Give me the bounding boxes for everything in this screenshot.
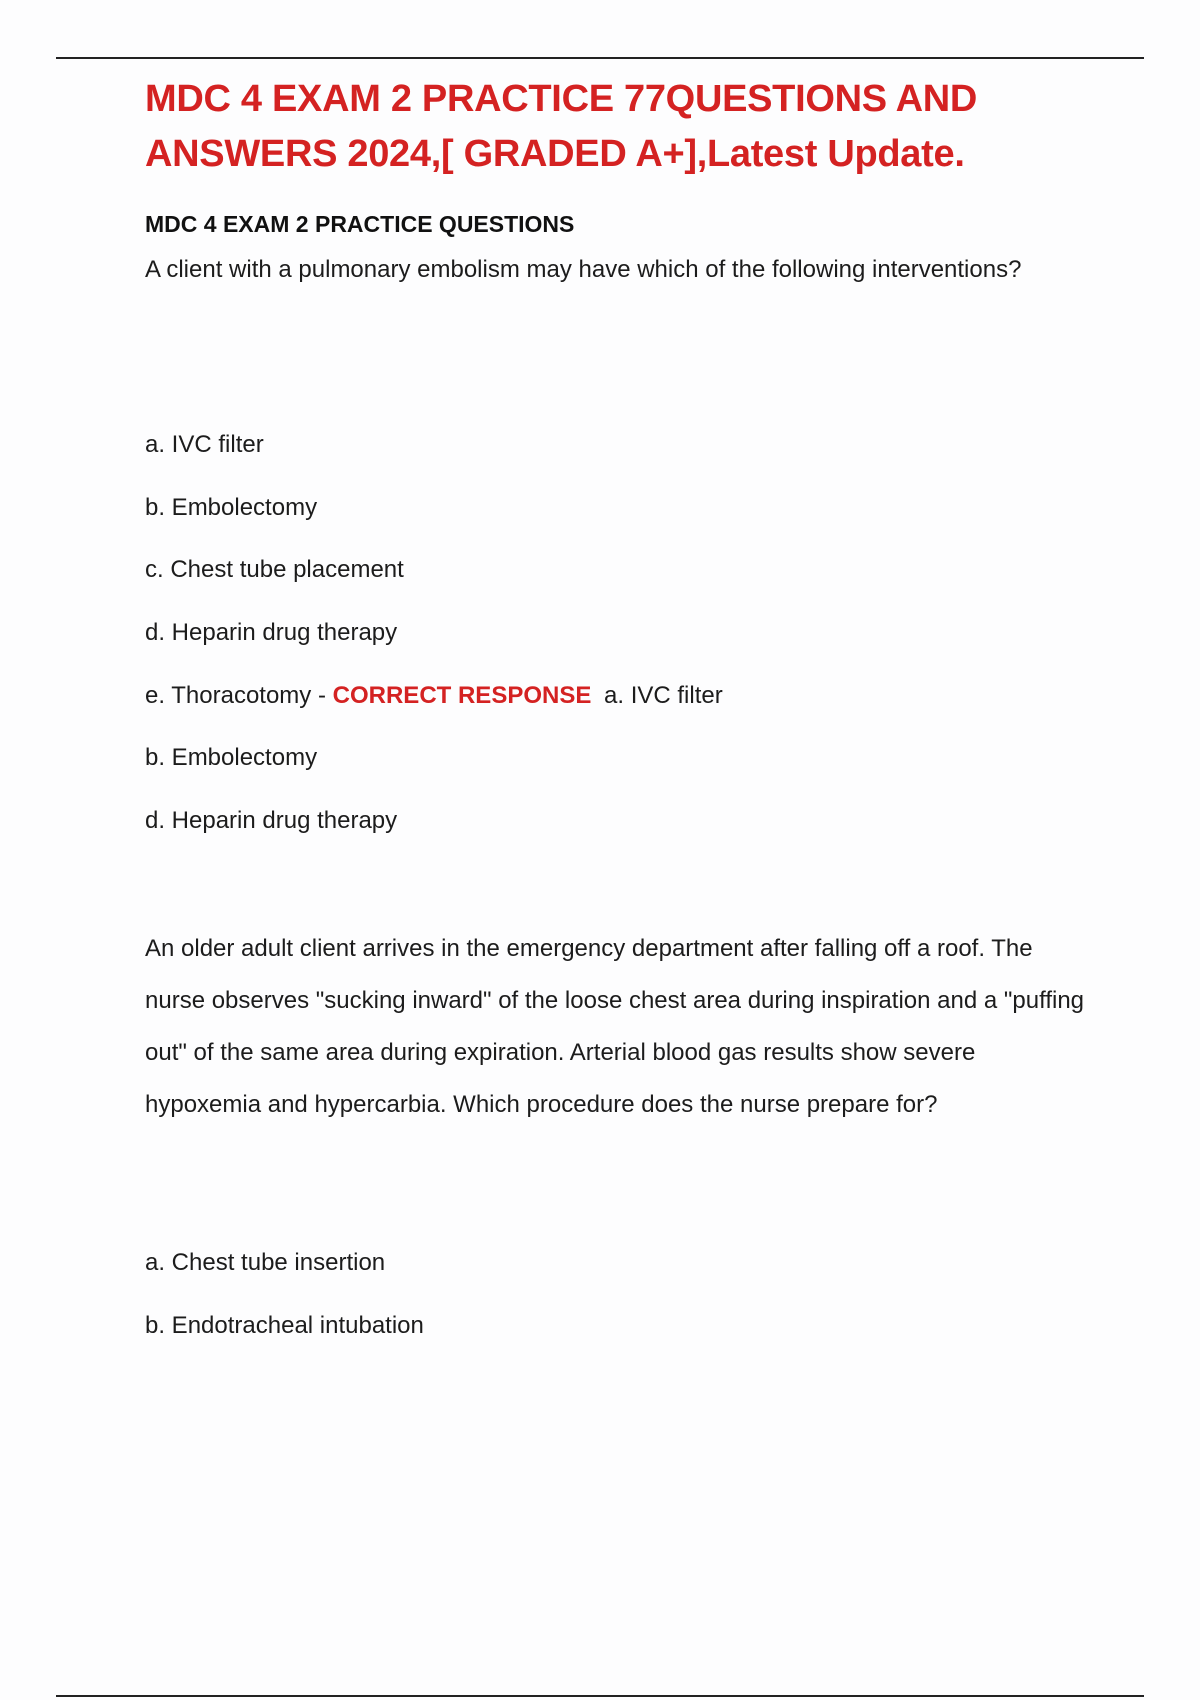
bottom-divider	[56, 1695, 1144, 1697]
section-heading: MDC 4 EXAM 2 PRACTICE QUESTIONS	[145, 211, 575, 237]
correct-response-label: CORRECT RESPONSE	[332, 682, 592, 709]
question-1-option-c: c. Chest tube placement	[145, 556, 404, 583]
question-2-option-a: a. Chest tube insertion	[145, 1249, 386, 1276]
question-1-answer-d: d. Heparin drug therapy	[145, 807, 398, 834]
question-1-option-b: b. Embolectomy	[145, 494, 318, 521]
question-1-option-a: a. IVC filter	[145, 431, 264, 458]
question-2-text: An older adult client arrives in the emergency department after falling off a roof. The nurse observes "sucking inward" of the loose chest area during inspiration and a "puffing out" of the same area during expiration. Arterial blood gas results show severe hypoxemia and hypercarbia. Which procedure does the nurse prepare for?	[145, 935, 1085, 1118]
document-body	[145, 72, 1085, 1339]
question-1-option-e: e. Thoracotomy -	[145, 682, 326, 709]
question-1-option-d: d. Heparin drug therapy	[145, 619, 398, 646]
question-1-option-e-line	[145, 679, 723, 713]
document-title: MDC 4 EXAM 2 PRACTICE 77QUESTIONS AND ANSWERS 2024,[ GRADED A+],Latest Update.	[145, 78, 978, 175]
question-1-answer-b: b. Embolectomy	[145, 744, 318, 771]
question-2-option-b: b. Endotracheal intubation	[145, 1312, 424, 1339]
question-1-answer-a: a. IVC filter	[604, 682, 723, 709]
top-divider	[56, 57, 1144, 59]
question-1-text: A client with a pulmonary embolism may have which of the following interventions?	[145, 256, 1022, 283]
